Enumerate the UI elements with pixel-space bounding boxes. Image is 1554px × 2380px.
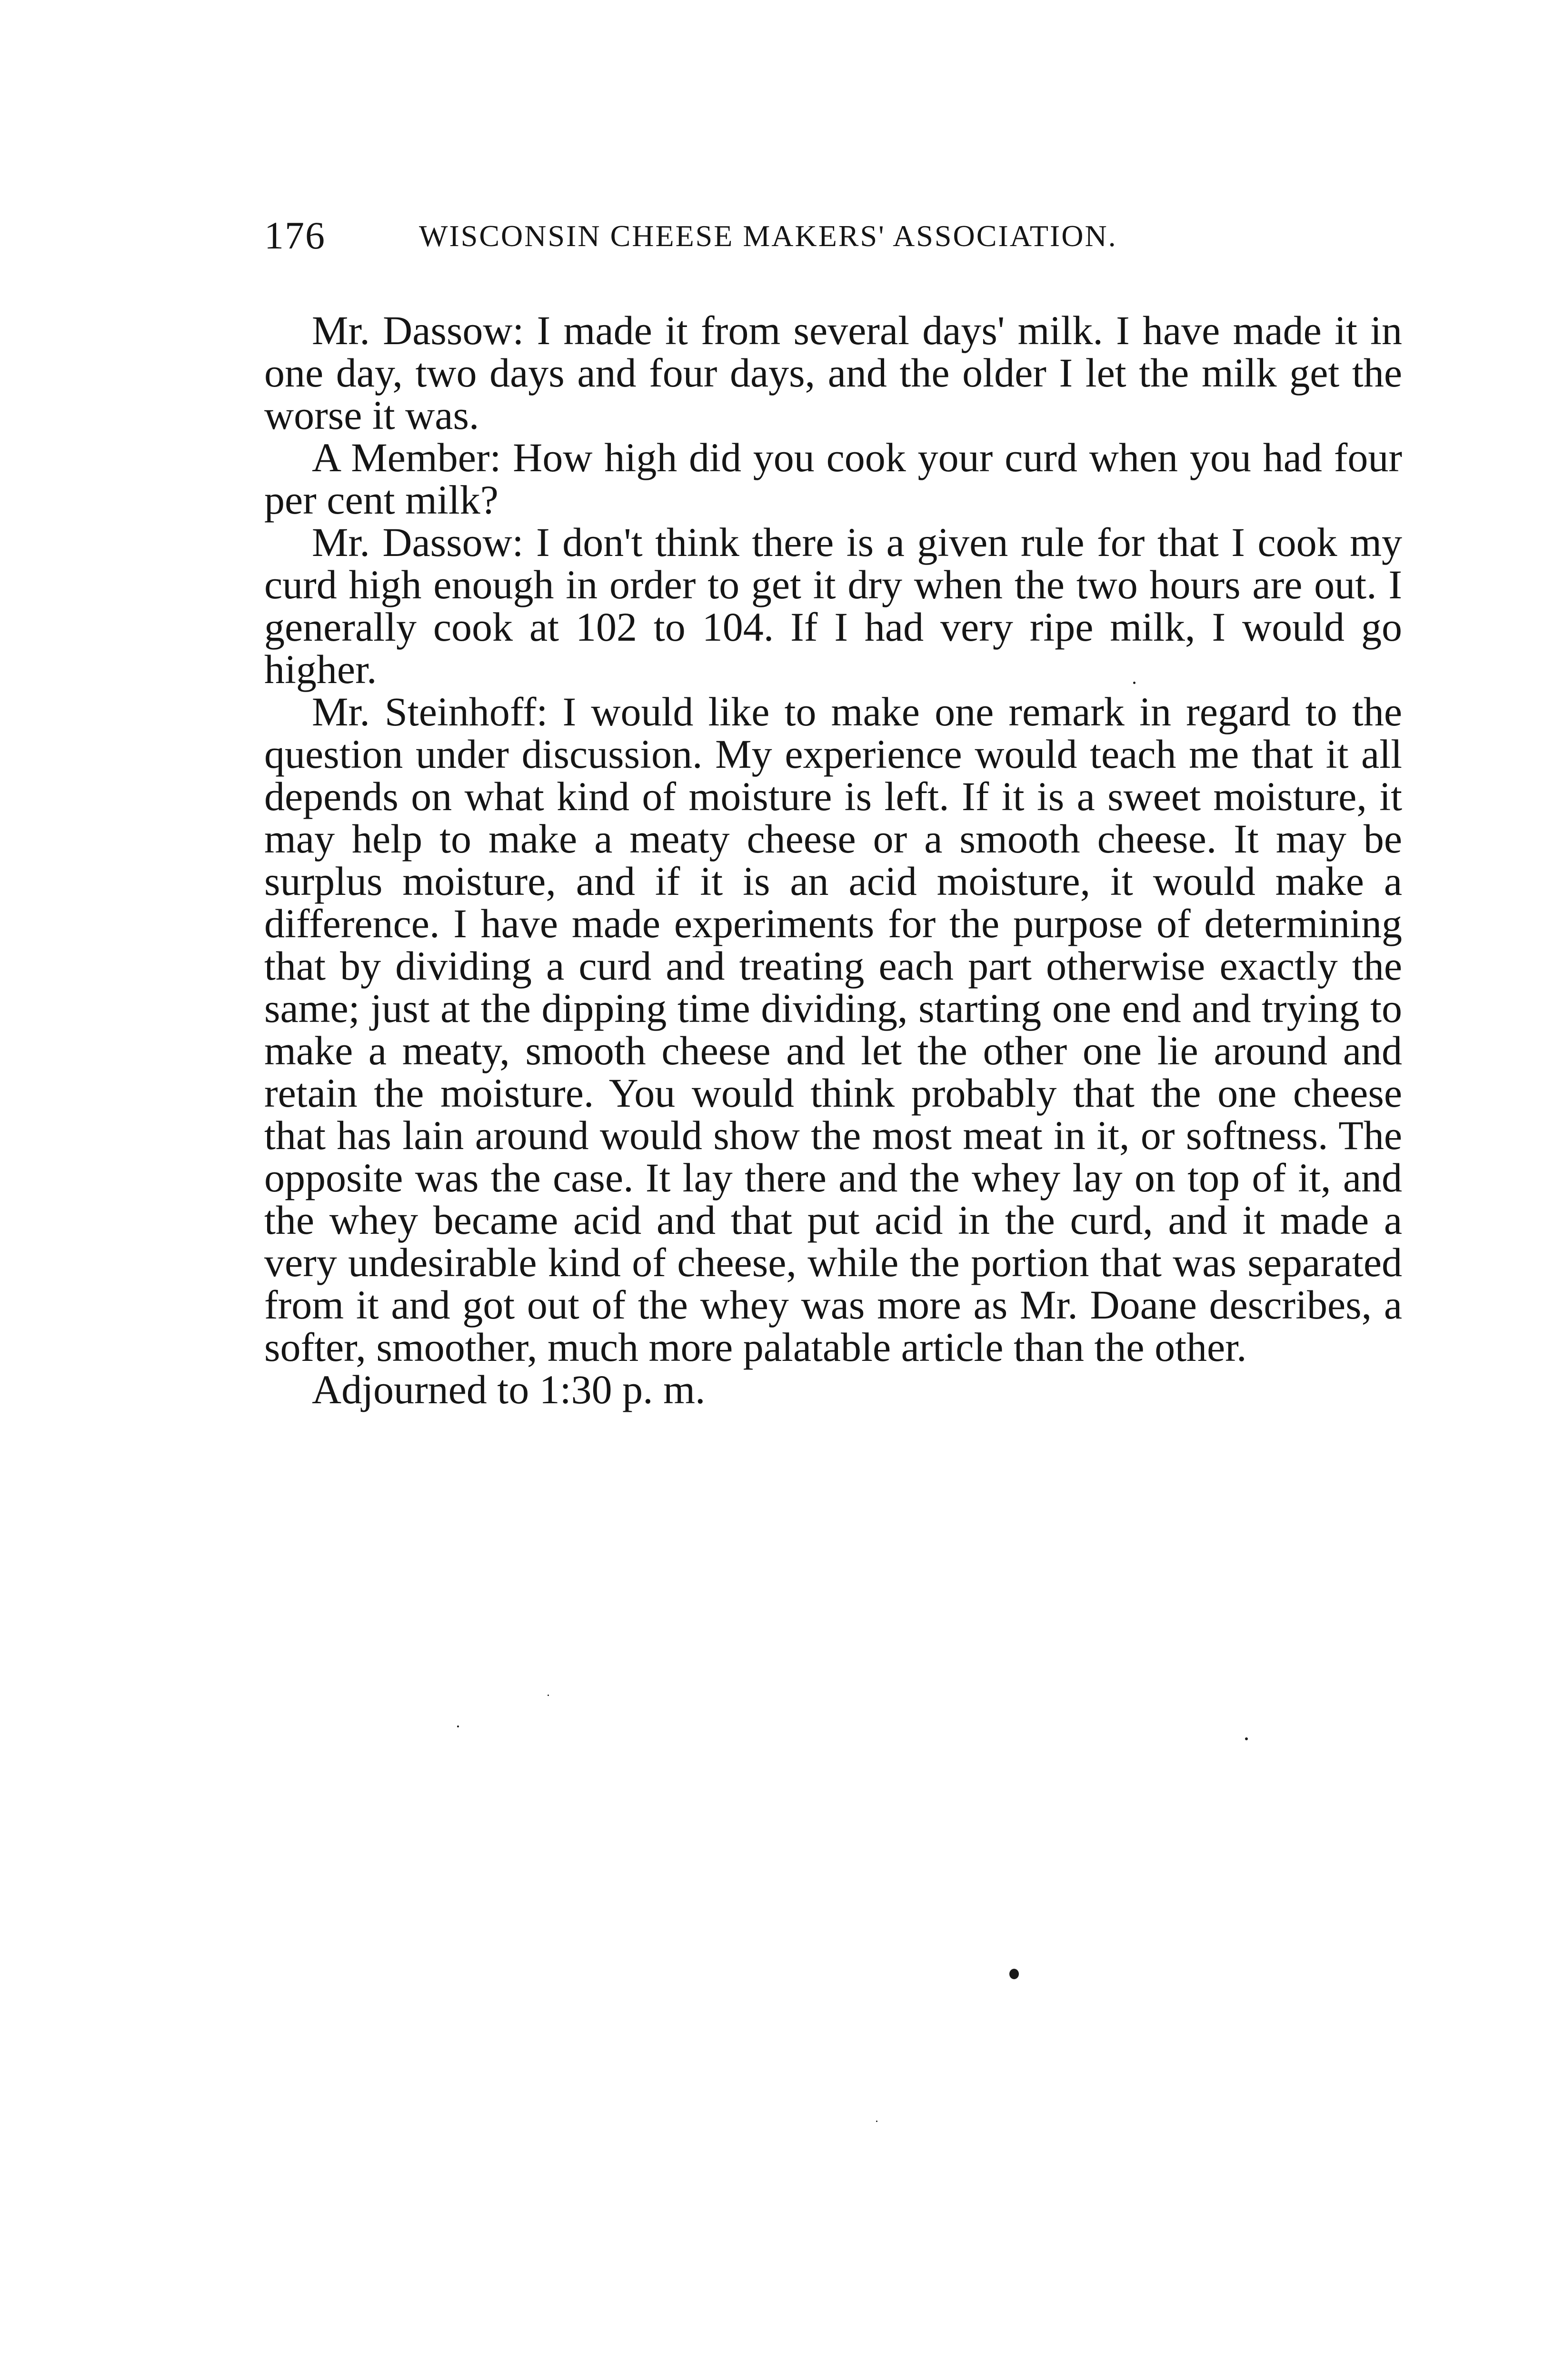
body-text (264, 309, 1402, 1411)
running-head (264, 209, 1402, 262)
dialogue-paragraph (264, 521, 1402, 691)
speaker-name: A Member: (312, 435, 501, 480)
speaker-name: Mr. Dassow: (312, 307, 524, 353)
page-number: 176 (264, 214, 326, 257)
dialogue-paragraph (264, 436, 1402, 521)
adjournment-line: Adjourned to 1:30 p. m. (312, 1367, 706, 1412)
speaker-name: Mr. Steinhoff: (312, 689, 548, 734)
speech-text: I would like to make one remark in regard to the question under discussion. My experience would teach me that it all depends on what kind of moisture is left. If it is a sweet moisture, it may help to make a meaty cheese or a smooth cheese. It may be surplus moisture, and if it is an acid moisture, it would make a difference. I have made experiments for the purpose of determining that by dividing a curd and treating each part otherwise exactly the same; just at the dipping time dividing, starting one end and trying to make a meaty, smooth cheese and let the other one lie around and retain the moisture. You would think probably that the one cheese that has lain around would show the most meat in it, or softness. The opposite was the case. It lay there and the whey lay on top of it, and the whey became acid and that put acid in the curd, and it made a very undesirable kind of cheese, while the portion that was separated from it and got out of the whey was more as Mr. Doane describes, a softer, smoother, much more palatable article than the other. (264, 689, 1402, 1370)
dialogue-paragraph (264, 309, 1402, 436)
running-title: WISCONSIN CHEESE MAKERS' ASSOCIATION. (419, 219, 1117, 253)
ink-speck (457, 1726, 459, 1727)
ink-speck (1009, 1969, 1019, 1979)
speech-text: I don't think there is a given rule for that I cook my curd high enough in order to get it dry when the two hours are out. I generally cook at 102 to 104. If I had very ripe milk, I would go higher. (264, 519, 1402, 692)
ink-speck (1245, 1737, 1248, 1740)
ink-speck (548, 1695, 549, 1696)
speech-text: How high did you cook your curd when you had four per cent milk? (264, 435, 1402, 523)
ink-speck (1133, 682, 1136, 684)
speaker-name: Mr. Dassow: (312, 519, 524, 565)
dialogue-paragraph (264, 691, 1402, 1368)
speech-text: I made it from several days' milk. I have made it in one day, two days and four days, and the older I let the milk get the worse it was. (264, 307, 1403, 438)
ink-speck (876, 2121, 877, 2122)
